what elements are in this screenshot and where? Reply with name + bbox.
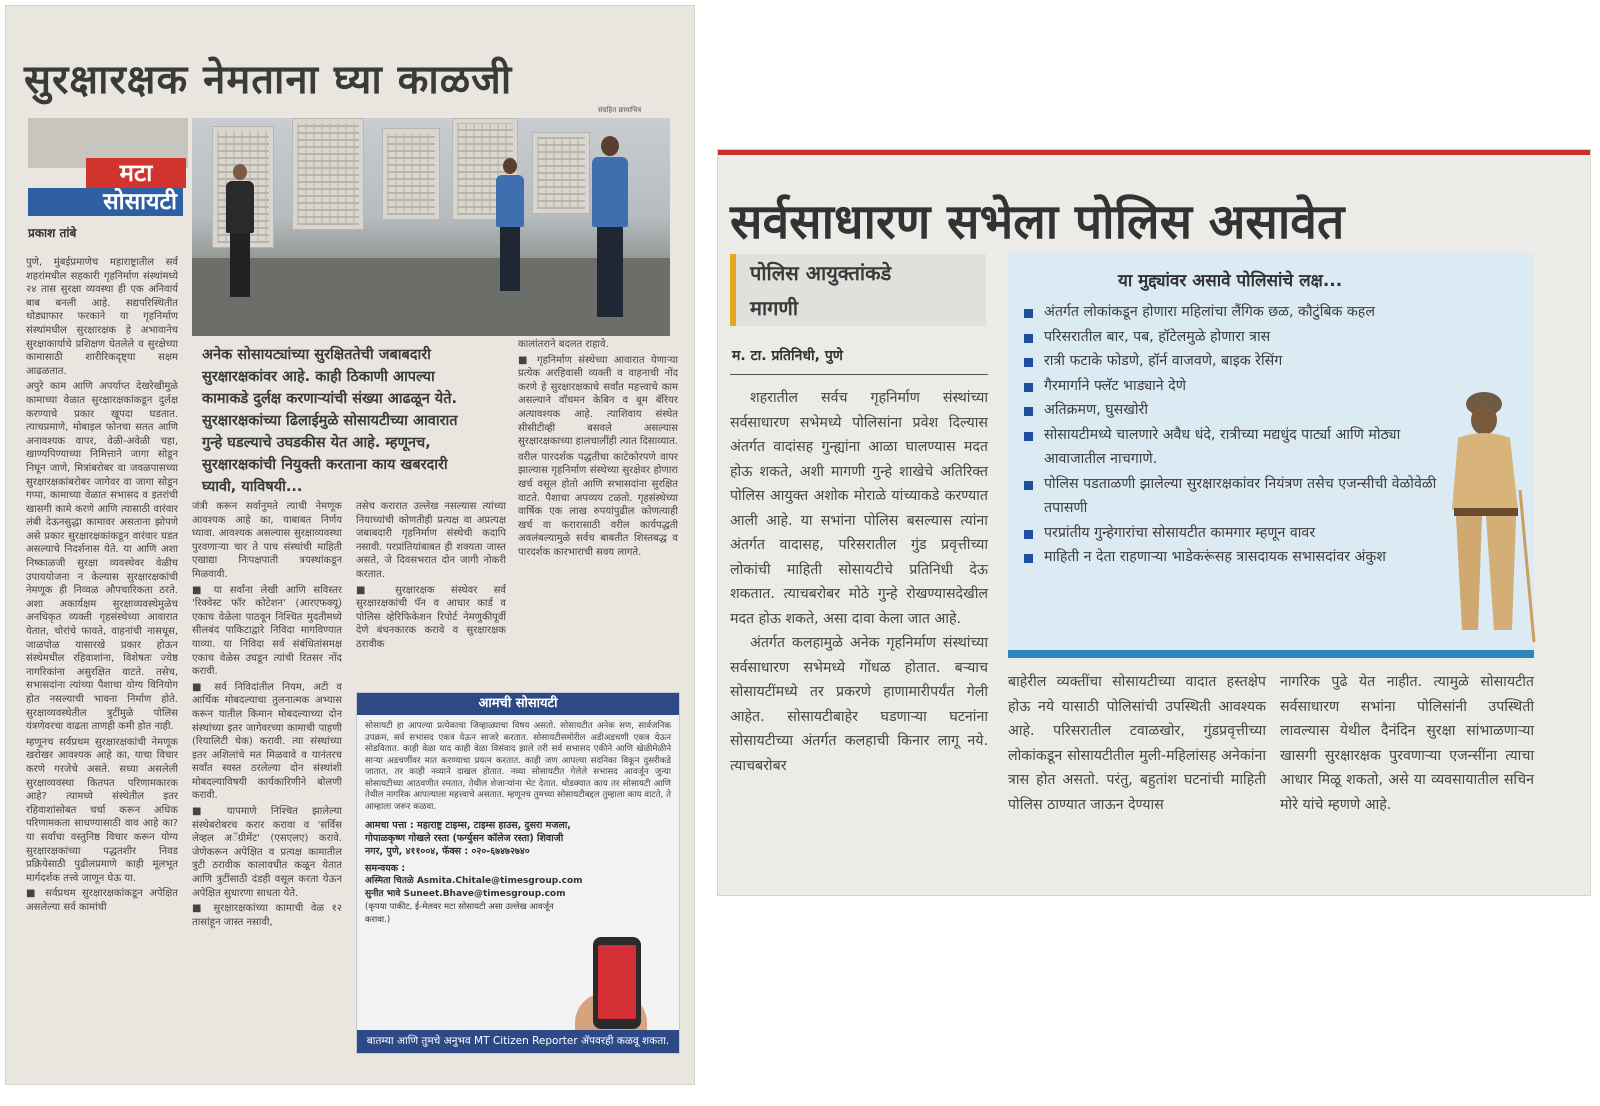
article1-column-3: [356, 500, 506, 684]
paragraph: तसेच करारात उल्लेख नसल्यास त्यांच्या नियाच्यांची कोणतीही प्रत्यक्ष वा अप्रत्यक्ष जबाबदारी गृहनिर्माण संस्थेची कदापि नसावी. परप्रांतियांबाबत ही शक्यता जास्त असते, जे दिवसभरात दोन जागी नोकरी करतात.: [356, 501, 506, 580]
paragraph: पुणे, मुंबईप्रमाणेच महाराष्ट्रातील सर्व शहरांमधील सहकारी गृहनिर्माण संस्थांमध्ये २४ तास सुरक्षा व्यवस्था ही एक अनिवार्य बाब बनली आहे. सद्यपरिस्थितीत थोड्याफार फरकाने या गृहनिर्माण संस्थांमधील सुरक्षारक्षक हे अभावानेच सुरक्षाकार्याचे प्रशिक्षण घेतलेले व सुरक्षेच्या कामासाठी शारीरिकदृष्ट्या सक्षम आढळतात.: [26, 257, 178, 377]
list-item: परिसरातील बार, पब, हॉटेलमुळे होणारा त्रास: [1020, 325, 1440, 350]
focus-points-list: [1020, 300, 1440, 570]
paragraph: ■ सुरक्षारक्षकांच्या कामाची वेळ १२ तासांहून जास्त नसावी,: [192, 903, 342, 928]
article2-column-3: [1280, 670, 1534, 890]
photo-guard-right: [592, 136, 628, 317]
paragraph: वरील पारदर्शक पद्धतीचा काटेकोरपणे वापर झाल्यास गृहनिर्माण संस्थेच्या सुरक्षेवर होणारा खर्च वसूल होतो आणि सभासदांना सुरक्षित वाटते. पैशाचा अपव्यय टळतो. गृहसंस्थेच्या वार्षिक एक लाख रुपयांपुढील कोणत्याही खर्च वा करारासाठी वरील कार्यपद्धती अवलंबल्यामुळे सर्वच बाबतीत शिस्तबद्ध व पारदर्शक कारभाराची सवय लागते.: [518, 451, 678, 558]
list-item: पोलिस पडताळणी झालेल्या सुरक्षारक्षकांवर नियंत्रण तसेच एजन्सीची वेळोवेळी तपासणी: [1020, 472, 1440, 521]
aamchi-society-box: [356, 692, 680, 1054]
box-title: या मुद्द्यांवर असावे पोलिसांचे लक्ष...: [1118, 271, 1343, 291]
police-officer-illustration: [1428, 380, 1538, 648]
subheadline-line2: मागणी: [750, 296, 799, 320]
paragraph: कालांतराने बदलत राहावे.: [518, 339, 609, 350]
paragraph: जंत्री करून सर्वानुमते त्याची नेमणूक आवश्यक आहे का, याबाबत निर्णय घ्यावा. आवश्यक असल्यास सुरक्षाव्यवस्था पुरवणाऱ्या चार ते पाच संस्थांची माहिती एखाद्या निःपक्षपाती त्रयस्थांकडून मिळवावी.: [192, 501, 342, 580]
paragraph: बाहेरील व्यक्तींचा सोसायटीच्या वादात हस्तक्षेप होऊ नये यासाठी पोलिसांची उपस्थिती आवश्यक आहे. परिसरातील टवाळखोर, गुंडप्रवृत्तीच्या लोकांकडून सोसायटीतील मुली-महिलांसह अनेकांना त्रास होत असतो. परंतु, बहुतांश घटनांची माहिती पोलिस ठाण्यात जाऊन देण्यास: [1008, 674, 1266, 813]
section-tag-line2: सोसायटी: [28, 188, 183, 216]
article1-column-1: [26, 256, 178, 1056]
paragraph: शहरातील सर्वच गृहनिर्माण संस्थांच्या सर्वसाधारण सभेमध्ये पोलिसांना प्रवेश दिल्यास अंतर्गत वादांसह गुन्ह्यांना आळा घालण्यास मदत होऊ शकते, अशी मागणी गुन्हे शाखेचे अतिरिक्त पोलिस आयुक्त अशोक मोराळे यांच्याकडे करण्यात आली आहे. या सभांना पोलिस बसल्यास त्यांना अंतर्गत वादासह, परिसरातील गुंड प्रवृत्तीच्या लोकांची माहिती सोसायटीचे प्रतिनिधी देऊ शकतात. त्याचबरोबर मोठे गुन्हे रोखण्यासदेखील मदत होऊ शकते, असा दावा केला जात आहे.: [730, 390, 988, 627]
article-photo: [192, 118, 670, 336]
coordinator-2: सुनीत भावे Suneet.Bhave@timesgroup.com: [365, 889, 566, 899]
photo-building: [292, 118, 364, 230]
list-item: गैरमार्गाने फ्लॅट भाड्याने देणे: [1020, 374, 1440, 399]
paragraph: ■ सुरक्षारक्षक संस्थेवर सर्व सुरक्षारक्षकांची पॅन व आधार कार्ड व पोलिस व्हेरिफिकेशन रिपोर्ट नेमणुकीपूर्वी देणे बंधनकारक करावे व सुरक्षारक्षक ठरावीक: [356, 584, 506, 650]
coordinator-1: अस्मिता चितळे Asmita.Chitale@timesgroup.com: [365, 876, 583, 886]
paragraph: ■ सर्वप्रथम सुरक्षारक्षकांकडून अपेक्षित असलेल्या सर्व कामांची: [26, 888, 178, 913]
article1-column-4: [518, 338, 678, 684]
police-focus-points-box: [1008, 254, 1534, 658]
photo-guard-left: [226, 164, 254, 297]
paragraph: ■ यापमाणे निश्चित झालेल्या संस्थेबरोबरच करार करावा व 'सर्विस लेव्हल अॅग्रीमेंट' (एसएलए) करावे. जेणेकरून अपेक्षित व प्रत्यक्ष कामातील त्रुटी ठरावीक कालावधीत कळून येतात आणि त्रुटींसाठी दंडही वसूल करता येऊन अपेक्षित सुधारणा साधता येते.: [192, 806, 342, 899]
list-item: अतिक्रमण, घुसखोरी: [1020, 398, 1440, 423]
paragraph: ■ या सर्वांना लेखी आणि सविस्तर 'रिक्वेस्ट फॉर कोटेशन' (आरएफक्यू) एकाच वेळेला पाठवून निश्चित मुदतीमध्ये सीलबंद पाकिटाद्वारे निविदा मागविण्यात याव्या. या निविदा सर्व संबंधितांसमक्ष एकाच वेळेस उघडून त्यांची रितसर नोंद करावी.: [192, 584, 342, 678]
article-lead: अनेक सोसायट्यांच्या सुरक्षिततेची जबाबदारी सुरक्षारक्षकांवर आहे. काही ठिकाणी आपल्या कामाकडे दुर्लक्ष करणाऱ्यांची संख्या आढळून येते. सुरक्षारक्षकांच्या ढिलाईमुळे सोसायटीच्या आवारात गुन्हे घडल्याचे उघडकीस येत आहे. म्हणूनच, सुरक्षारक्षकांची नियुक्ती करताना काय खबरदारी घ्यावी, याविषयी...: [202, 347, 458, 495]
section-tag-line1: मटा: [86, 158, 186, 188]
article-headline: सुरक्षारक्षक नेमताना घ्या काळजी: [24, 57, 513, 103]
byline: म. टा. प्रतिनिधी, पुणे: [732, 348, 843, 364]
list-item: रात्री फटाके फोडणे, हॉर्न वाजवणे, बाइक रेसिंग: [1020, 349, 1440, 374]
article-headline: सर्वसाधारण सभेला पोलिस असावेत: [730, 194, 1345, 250]
paragraph: अपुरे काम आणि अपर्याप्त देखरेखीमुळे कामाच्या वेळात सुरक्षारक्षकांकडून दुर्लक्ष करण्याचे प्रकार खूपदा घडतात. त्याचप्रमाणे, मोबाइल फोनचा सतत आणि अनावश्यक वापर, वेळी-अवेळी चहा, खाण्यपिण्याच्या निमित्ताने जागा सोडून निघून जाणे, मित्रांबरोबर वा जवळपासच्या सुरक्षारक्षकांबरोबर जागेवर वा जागा सोडून गप्पा, कामाच्या वेळात सभासद व इतरांची खासगी कामे करणे आणि त्यासाठी वारंवार लंबी देऊनसुद्धा कामावर असताना झोपणे असे प्रकार सुरक्षारक्षकांकडून वारंवार घडत असल्याचे निदर्शनास येते. या आणि अशा निष्काळजी सुरक्षा व्यवस्थेवर वेळीच उपाययोजना न केल्यास सुरक्षारक्षकांची नेमणूक ही निव्वळ औपचारिकता ठरते. अशा अकार्यक्षम सुरक्षाव्यवस्थेमुळेच अनधिकृत व्यक्ती गृहसंस्थेच्या आवारात येतात, चोरांचे फावते, वाहनांची नासधूस, जाळपोळ यासारखे प्रकार होऊन संस्थेमधील रहिवाशांना, विशेषतः ज्येष्ठ नागरिकांना असुरक्षित वाटते. तसेच, सभासदांना त्यांच्या पैशाचा योग्य विनियोग होत नसल्याची भावना निर्माण होते. सुरक्षाव्यवस्थेतील त्रुटींमुळे पोलिस यंत्रणेवरचा वाढता ताणही कमी होत नाही.: [26, 381, 178, 733]
subheadline-box: [730, 254, 986, 326]
list-item: परप्रांतीय गुन्हेगारांचा सोसायटीत कामगार म्हणून वावर: [1020, 521, 1440, 546]
top-accent-bar: [718, 150, 1590, 155]
list-item: सोसायटीमध्ये चालणारे अवैध धंदे, रात्रीच्या मद्यधुंद पार्ट्या आणि मोठ्या आवाजातील नाचगाणे.: [1020, 423, 1440, 472]
photo-credit: संग्रहित छायाचित्र: [598, 106, 642, 114]
coordinator-label: समन्वयक :: [365, 863, 406, 874]
photo-building: [382, 128, 440, 220]
box-address: आमचा पत्ता : महाराष्ट्र टाइम्स, टाइम्स हाउस, दुसरा मजला, गोपाळकृष्ण गोखले रस्ता (फर्ग्युसन कॉलेज रस्ता) शिवाजी नगर, पुणे, ४११००४, फॅक्स : ०२०-६७४७२७४०: [365, 820, 571, 857]
section-tag: [28, 158, 183, 216]
paragraph: नागरिक पुढे येत नाहीत. त्यामुळे सोसायटीत सर्वसाधारण सभांना पोलिसांनी उपस्थिती लावल्यास येथील दैनंदिन सुरक्षा सांभाळणाऱ्या खासगी सुरक्षारक्षक पुरवणाऱ्या एजन्सींना त्याचा आधार मिळू शकतो, असे या व्यवसायातील सचिन मोरे यांचे म्हणणे आहे.: [1280, 674, 1534, 813]
paragraph: म्हणूनच सर्वप्रथम सुरक्षारक्षकांची नेमणूक खरोखर आवश्यक आहे का, याचा विचार करणे गरजेचे असते. सध्या असलेली सुरक्षाव्यवस्था कितपत परिणामकारक आहे? त्यामध्ये संस्थेतील इतर रहिवाशांसोबत चर्चा करून अधिक परिणामकता साधण्यासाठी वाव आहे का? या सर्वांचा वस्तुनिष्ठ विचार करून योग्य सुरक्षारक्षकांच्या पद्धतशीर निवड प्रक्रियेसाठी पुढीलप्रमाणे काही मूलभूत मार्गदर्शक तत्त्वे जाणून घेऊ या.: [26, 736, 178, 884]
article2-column-2: [1008, 670, 1266, 890]
newspaper-clipping-police-meetings: [718, 150, 1590, 895]
box-footer: बातम्या आणि तुमचे अनुभव MT Citizen Reporter ॲपवरही कळवू शकता.: [357, 1030, 679, 1053]
list-item: अंतर्गत लोकांकडून होणारा महिलांचा लैंगिक छळ, कौटुंबिक कहल: [1020, 300, 1440, 325]
list-item: माहिती न देता राहणाऱ्या भाडेकरूंसह त्रासदायक सभासदांवर अंकुश: [1020, 545, 1440, 570]
subheadline-line1: पोलिस आयुक्तांकडे: [750, 261, 892, 285]
photo-building: [532, 132, 590, 214]
paragraph: ■ गृहनिर्माण संस्थेच्या आवारात येणाऱ्या प्रत्येक अरहिवासी व्यक्ती व वाहनाची नोंद करणे हे सुरक्षारक्षकाचे सर्वांत महत्त्वाचे काम असल्याने वॉचमन केबिन व बूम बॅरियर अत्यावश्यक आहे. त्याशिवाय संस्थेत सीसीटीव्ही बसवले असल्यास सुरक्षारक्षकाच्या हालचालींही त्यात दिसाव्यात.: [518, 354, 678, 448]
box-body: सोसायटी हा आपल्या प्रत्येकाचा जिव्हाळ्याचा विषय असतो. सोसायटीत अनेक सण, सार्वजनिक उपक्रम, सर्व सभासद एकत्र येऊन साजरे करतात. सोसायटीसमोरील अडीअडचणी एकत्र येऊन सोडवितात. काही वेळा याद काही वेळा विसंवाद झाले तरी सर्व सभासद एकीने आणि खेळीमेळीने साऱ्या अडचणींवर मात करण्याचा प्रयत्न करतात. काही जण आपल्या सदनिका विकून दुसरीकडे जातात, तर काही नव्याने दाखल होतात. नव्या सोसायटीत गेलेले सभासद आवर्जून जुन्या सोसायटीच्या आठवणीत रमतात, तेथील शेजाऱ्यांना भेट देतात. थोडक्यात काय तर सोसायटी आणि तेथील नागरिक आपल्याला महत्त्वाचे असतात. म्हणूनच तुमच्या सोसायटीबद्दल तुम्हाला काय वाटते, ते आम्हाला जरूर कळवा.: [365, 721, 671, 812]
paragraph: अंतर्गत कलहामुळे अनेक गृहनिर्माण संस्थांच्या सर्वसाधारण सभेमध्ये गोंधळ होतात. बऱ्याच सोसायटींमध्ये तर प्रकरणे हाणामारीपर्यंत गेली आहेत. सोसायटीबाहेर घडणाऱ्या घटनांना सोसायटीच्या अंतर्गत कलहाची किनार लागू नये. त्याचबरोबर: [730, 635, 988, 774]
byline: प्रकाश तांबे: [28, 226, 77, 240]
phone-illustration: [593, 937, 641, 1029]
photo-guard-middle: [496, 158, 524, 291]
article1-column-2: [192, 500, 342, 1060]
box-note: (कृपया पाकीट, ई-मेलवर मटा सोसायटी असा उल्लेख आवर्जून करावा.): [365, 902, 554, 925]
article2-column-1: [730, 386, 988, 886]
newspaper-clipping-security-guards: [6, 6, 694, 1084]
box-heading: आमची सोसायटी: [357, 693, 679, 715]
paragraph: ■ सर्व निविदांतील नियम, अटी व आर्थिक मोबदल्याचा तुलनात्मक अभ्यास करून यातील किमान मोबदल्याच्या दोन संस्थांच्या इतर जागेवरच्या कामाची पाहणी (रियालिटी चेक) करावी. त्या संस्थांच्या इतर अशिलांचे मत मिळवावे व यानंतरच सर्वांत स्वस्त ठरलेल्या दोन संस्थांशी मोबदल्याविषयी कार्यकारिणीने बोलणी करावी.: [192, 681, 342, 802]
byline-rule: [730, 374, 988, 375]
